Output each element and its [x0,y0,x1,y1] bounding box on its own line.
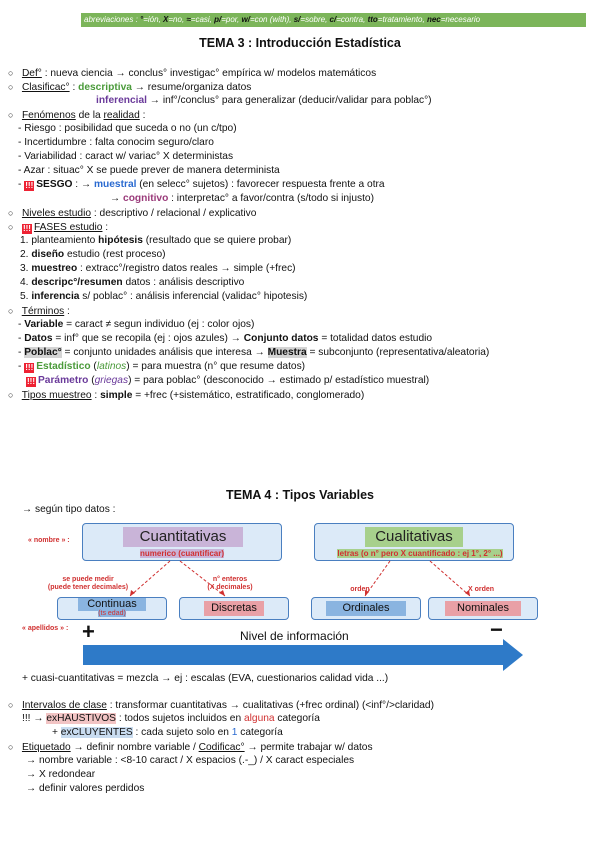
inferencial: inferencial [96,95,147,106]
bullet-icon: ○ [8,742,14,752]
cualitativas-sub: letras (o n° pero X cuantificado : ej 1°, 2° ...) [337,549,503,558]
incertidumbre-line: - Incertidumbre : falta conocim seguro/claro [18,137,214,148]
continuas-sub: (ts edad) [98,610,126,617]
cuantitativas-sub: numerico (cuantificar) [139,549,224,558]
excluyentes-line: + exCLUYENTES : cada sujeto solo en 1 categoría [52,727,283,738]
apellidos-tag: « apellidos » : [22,625,69,632]
perdidos-line: → definir valores perdidos [26,783,145,794]
discretas-label: Discretas [204,601,264,616]
continuas-box [57,597,167,620]
bullet-icon: ○ [8,390,14,400]
abbr-key: ≈ [186,15,191,24]
parametro-line: !!! Parámetro (griegas) = para poblac° (desconocido → estimado p/ estadístico muestral) [27,375,430,386]
abbr-value: =casi, [190,15,215,24]
abbr-value: =tratamiento, [377,15,427,24]
medir-note: se puede medir (puede tener decimales) [47,576,129,591]
estadistico-line: - !!! Estadístico (latinos) = para muestra (n° que resume datos) [18,361,306,372]
bullet-icon: ○ [8,82,14,92]
bullet-icon: ○ [8,68,14,78]
clasificacion-line: ○ Clasificac° : descriptiva → resume/organiza datos [8,82,252,93]
abbr-key: c/ [329,15,337,24]
abbr-prefix: abreviaciones : [84,15,141,24]
nominales-box [428,597,538,620]
warning-icon: !!! [27,377,35,386]
niveles-line: ○ Niveles estudio : descriptivo / relacional / explicativo [8,208,257,219]
abbr-value: =contra, [336,15,368,24]
fase-item: 2. diseño estudio (rest proceso) [20,249,166,260]
bullet-icon: ○ [8,700,14,710]
cuantitativas-label: Cuantitativas [123,527,243,547]
clasif-label: Clasificac° [21,82,70,93]
datos-line: - Datos = inf° que se recopila (ej : ojos azules) → Conjunto datos = totalidad datos estudio [18,333,433,344]
orden-note: orden [350,586,370,593]
bullet-icon: ○ [8,222,14,232]
warning-icon: !!! [25,181,34,190]
azar-line: - Azar : situac° X se puede prever de manera determinista [18,165,280,176]
abbr-key: ° [140,15,144,24]
cuasi-line: + cuasi-cuantitativas = mezcla → ej : escalas (EVA, cuestionarios calidad vida ...) [22,673,389,684]
abbr-value: =con (with), [249,15,294,24]
continuas-label: Continuas [78,598,146,611]
abbr-key: tto [367,15,378,24]
def-label: Def° [21,68,42,79]
fase-item: 1. planteamiento hipótesis (resultado que se quiere probar) [20,235,292,246]
warning-icon: !!! [25,363,34,372]
bullet-icon: ○ [8,110,14,120]
segun-tipo-datos: → según tipo datos : [22,504,116,515]
abbr-key: X [163,15,169,24]
xorden-note: X orden [467,586,495,593]
fase-item: 4. descripc°/resumen datos : análisis descriptivo [20,277,245,288]
riesgo-line: - Riesgo : posibilidad que suceda o no (un c/tpo) [18,123,237,134]
fase-item: 5. inferencia s/ poblac° : análisis inferencial (validac° hipotesis) [20,291,308,302]
nombre-tag: « nombre » : [28,537,70,544]
variable-line: - Variable = caract ≠ segun individuo (ej : color ojos) [18,319,255,330]
abbr-key: p/ [214,15,222,24]
tema3-title: TEMA 3 : Introducción Estadística [199,36,401,50]
etiquetado-line: ○ Etiquetado → definir nombre variable / Codificac° → permite trabajar w/ datos [8,742,373,753]
inferencial-line: inferencial → inf°/conclus° para generalizar (deducir/validar para poblac°) [96,95,432,106]
abbr-key: w/ [241,15,250,24]
fases-header: ○ !!! FASES estudio : [8,222,109,233]
exhaustivos-line: !!! → exHAUSTIVOS : todos sujetos incluidos en alguna categoría [22,713,320,724]
fase-item: 3. muestreo : extracc°/registro datos reales → simple (+frec) [20,263,296,274]
bullet-icon: ○ [8,208,14,218]
variabilidad-line: - Variabilidad : caract w/ variac° X deterministas [18,151,234,162]
enteros-note: n° enteros (X decimales) [207,576,253,591]
nombre-variable-line: → nombre variable : <8-10 caract / X espacios (.-_) / X caract especiales [26,755,355,766]
nivel-informacion-arrow [83,645,503,665]
cualitativas-label: Cualitativas [365,527,463,547]
abbr-key: nec [426,15,441,24]
poblacion-line: - Poblac° = conjunto unidades análisis que interesa → Muestra = subconjunto (representativa/aleatoria) [18,347,490,358]
intervalos-line: ○ Intervalos de clase : transformar cuantitativas → cualitativas (+frec ordinal) (<inf°/>claridad) [8,700,434,711]
fenomenos-line: ○ Fenómenos de la realidad : [8,110,146,121]
plus-sign: + [82,619,95,644]
arrow-head-icon [503,639,523,671]
ordinales-box [311,597,421,620]
abbr-value: =no, [168,15,187,24]
abbr-value: =por, [221,15,242,24]
nivel-informacion-label: Nivel de información [240,629,349,643]
sesgo-line: - !!! SESGO : → muestral (en selecc° sujetos) : favorecer respuesta frente a otra [18,179,385,190]
abbr-value: =sobre, [300,15,330,24]
nominales-label: Nominales [445,601,521,616]
def-text: : nueva ciencia → conclus° investigac° empírica w/ modelos matemáticos [41,68,377,79]
tipos-muestreo-line: ○ Tipos muestreo : simple = +frec (+sistemático, estratificado, conglomerado) [8,390,365,401]
redondear-line: → X redondear [26,769,96,780]
terminos-header: ○ Términos : [8,306,70,317]
cognitivo-line: → cognitivo : interpretac° a favor/contra (s/todo si injusto) [110,193,374,204]
abbr-value: =necesario [440,15,481,24]
warning-icon: !!! [22,224,31,233]
minus-sign: − [490,617,503,642]
descriptiva: descriptiva [78,82,132,93]
tema4-title: TEMA 4 : Tipos Variables [226,488,374,502]
discretas-box [179,597,289,620]
ordinales-label: Ordinales [326,601,406,616]
abbr-value: =ión, [143,15,164,24]
bullet-icon: ○ [8,306,14,316]
abbr-key: s/ [293,15,301,24]
